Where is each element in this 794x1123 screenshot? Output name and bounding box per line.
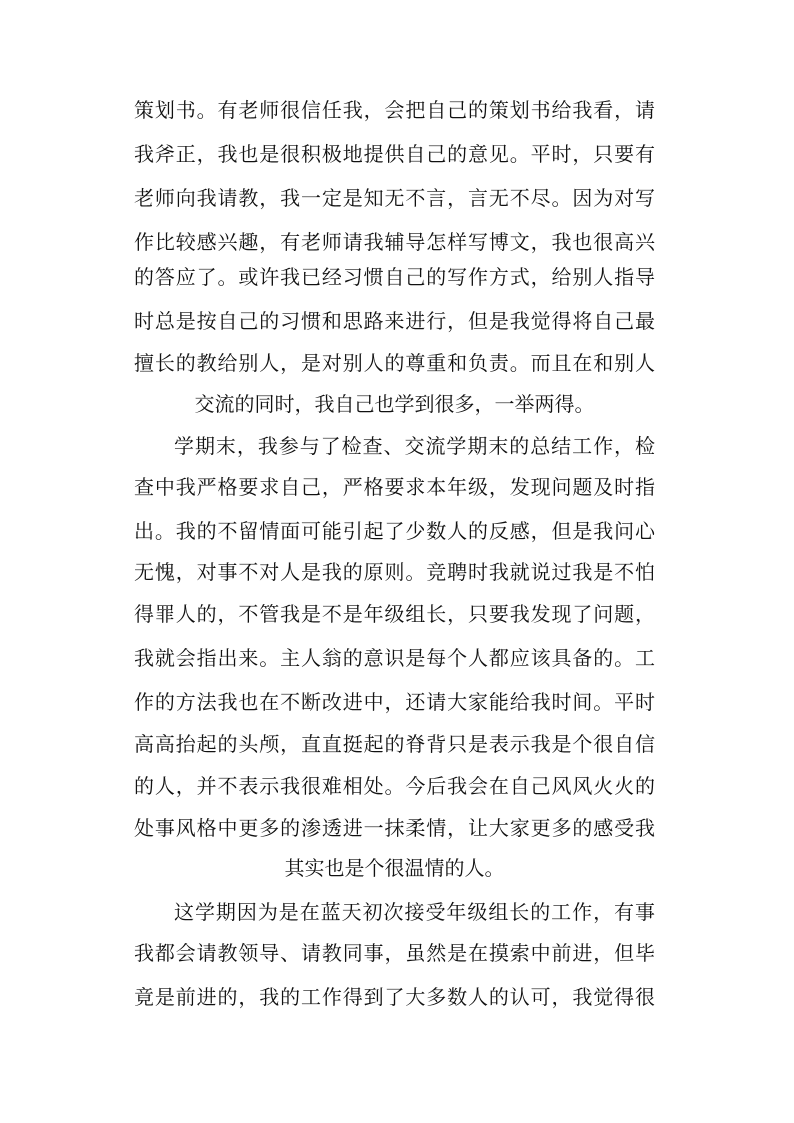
paragraph-line: 作的方法我也在不断改进中，还请大家能给我时间。平时: [134, 690, 655, 714]
paragraph-line-centered: 其实也是个很温情的人。: [284, 856, 505, 880]
paragraph-line: 查中我严格要求自己，严格要求本年级，发现问题及时指: [134, 475, 655, 499]
paragraph-line: 的答应了。或许我已经习惯自己的写作方式，给别人指导: [134, 265, 655, 289]
paragraph-first-line: 这学期因为是在蓝天初次接受年级组长的工作，有事: [174, 900, 655, 924]
paragraph-line: 时总是按自己的习惯和思路来进行，但是我觉得将自己最: [134, 309, 655, 333]
paragraph-line: 的人，并不表示我很难相处。今后我会在自己风风火火的: [134, 774, 655, 798]
paragraph-line: 老师向我请教，我一定是知无不言，言无不尽。因为对写: [134, 186, 655, 210]
paragraph-line: 策划书。有老师很信任我，会把自己的策划书给我看，请: [134, 98, 655, 122]
paragraph-line: 处事风格中更多的渗透进一抹柔情，让大家更多的感受我: [134, 816, 655, 840]
paragraph-line: 得罪人的，不管我是不是年级组长，只要我发现了问题，: [134, 602, 655, 626]
paragraph-line: 作比较感兴趣，有老师请我辅导怎样写博文，我也很高兴: [134, 230, 655, 254]
paragraph-line: 无愧，对事不对人是我的原则。竞聘时我就说过我是不怕: [134, 560, 655, 584]
paragraph-line: 出。我的不留情面可能引起了少数人的反感，但是我问心: [134, 519, 655, 543]
paragraph-line: 我就会指出来。主人翁的意识是每个人都应该具备的。工: [134, 646, 655, 670]
paragraph-line-centered: 交流的同时，我自己也学到很多，一举两得。: [194, 392, 595, 416]
paragraph-line: 擅长的教给别人，是对别人的尊重和负责。而且在和别人: [134, 351, 655, 375]
paragraph-line: 我都会请教领导、请教同事，虽然是在摸索中前进，但毕: [134, 941, 655, 965]
paragraph-line: 我斧正，我也是很积极地提供自己的意见。平时，只要有: [134, 142, 655, 166]
paragraph-first-line: 学期末，我参与了检查、交流学期末的总结工作，检: [174, 434, 655, 458]
paragraph-line: 竟是前进的，我的工作得到了大多数人的认可，我觉得很: [134, 985, 655, 1009]
paragraph-line: 高高抬起的头颅，直直挺起的脊背只是表示我是个很自信: [134, 732, 655, 756]
